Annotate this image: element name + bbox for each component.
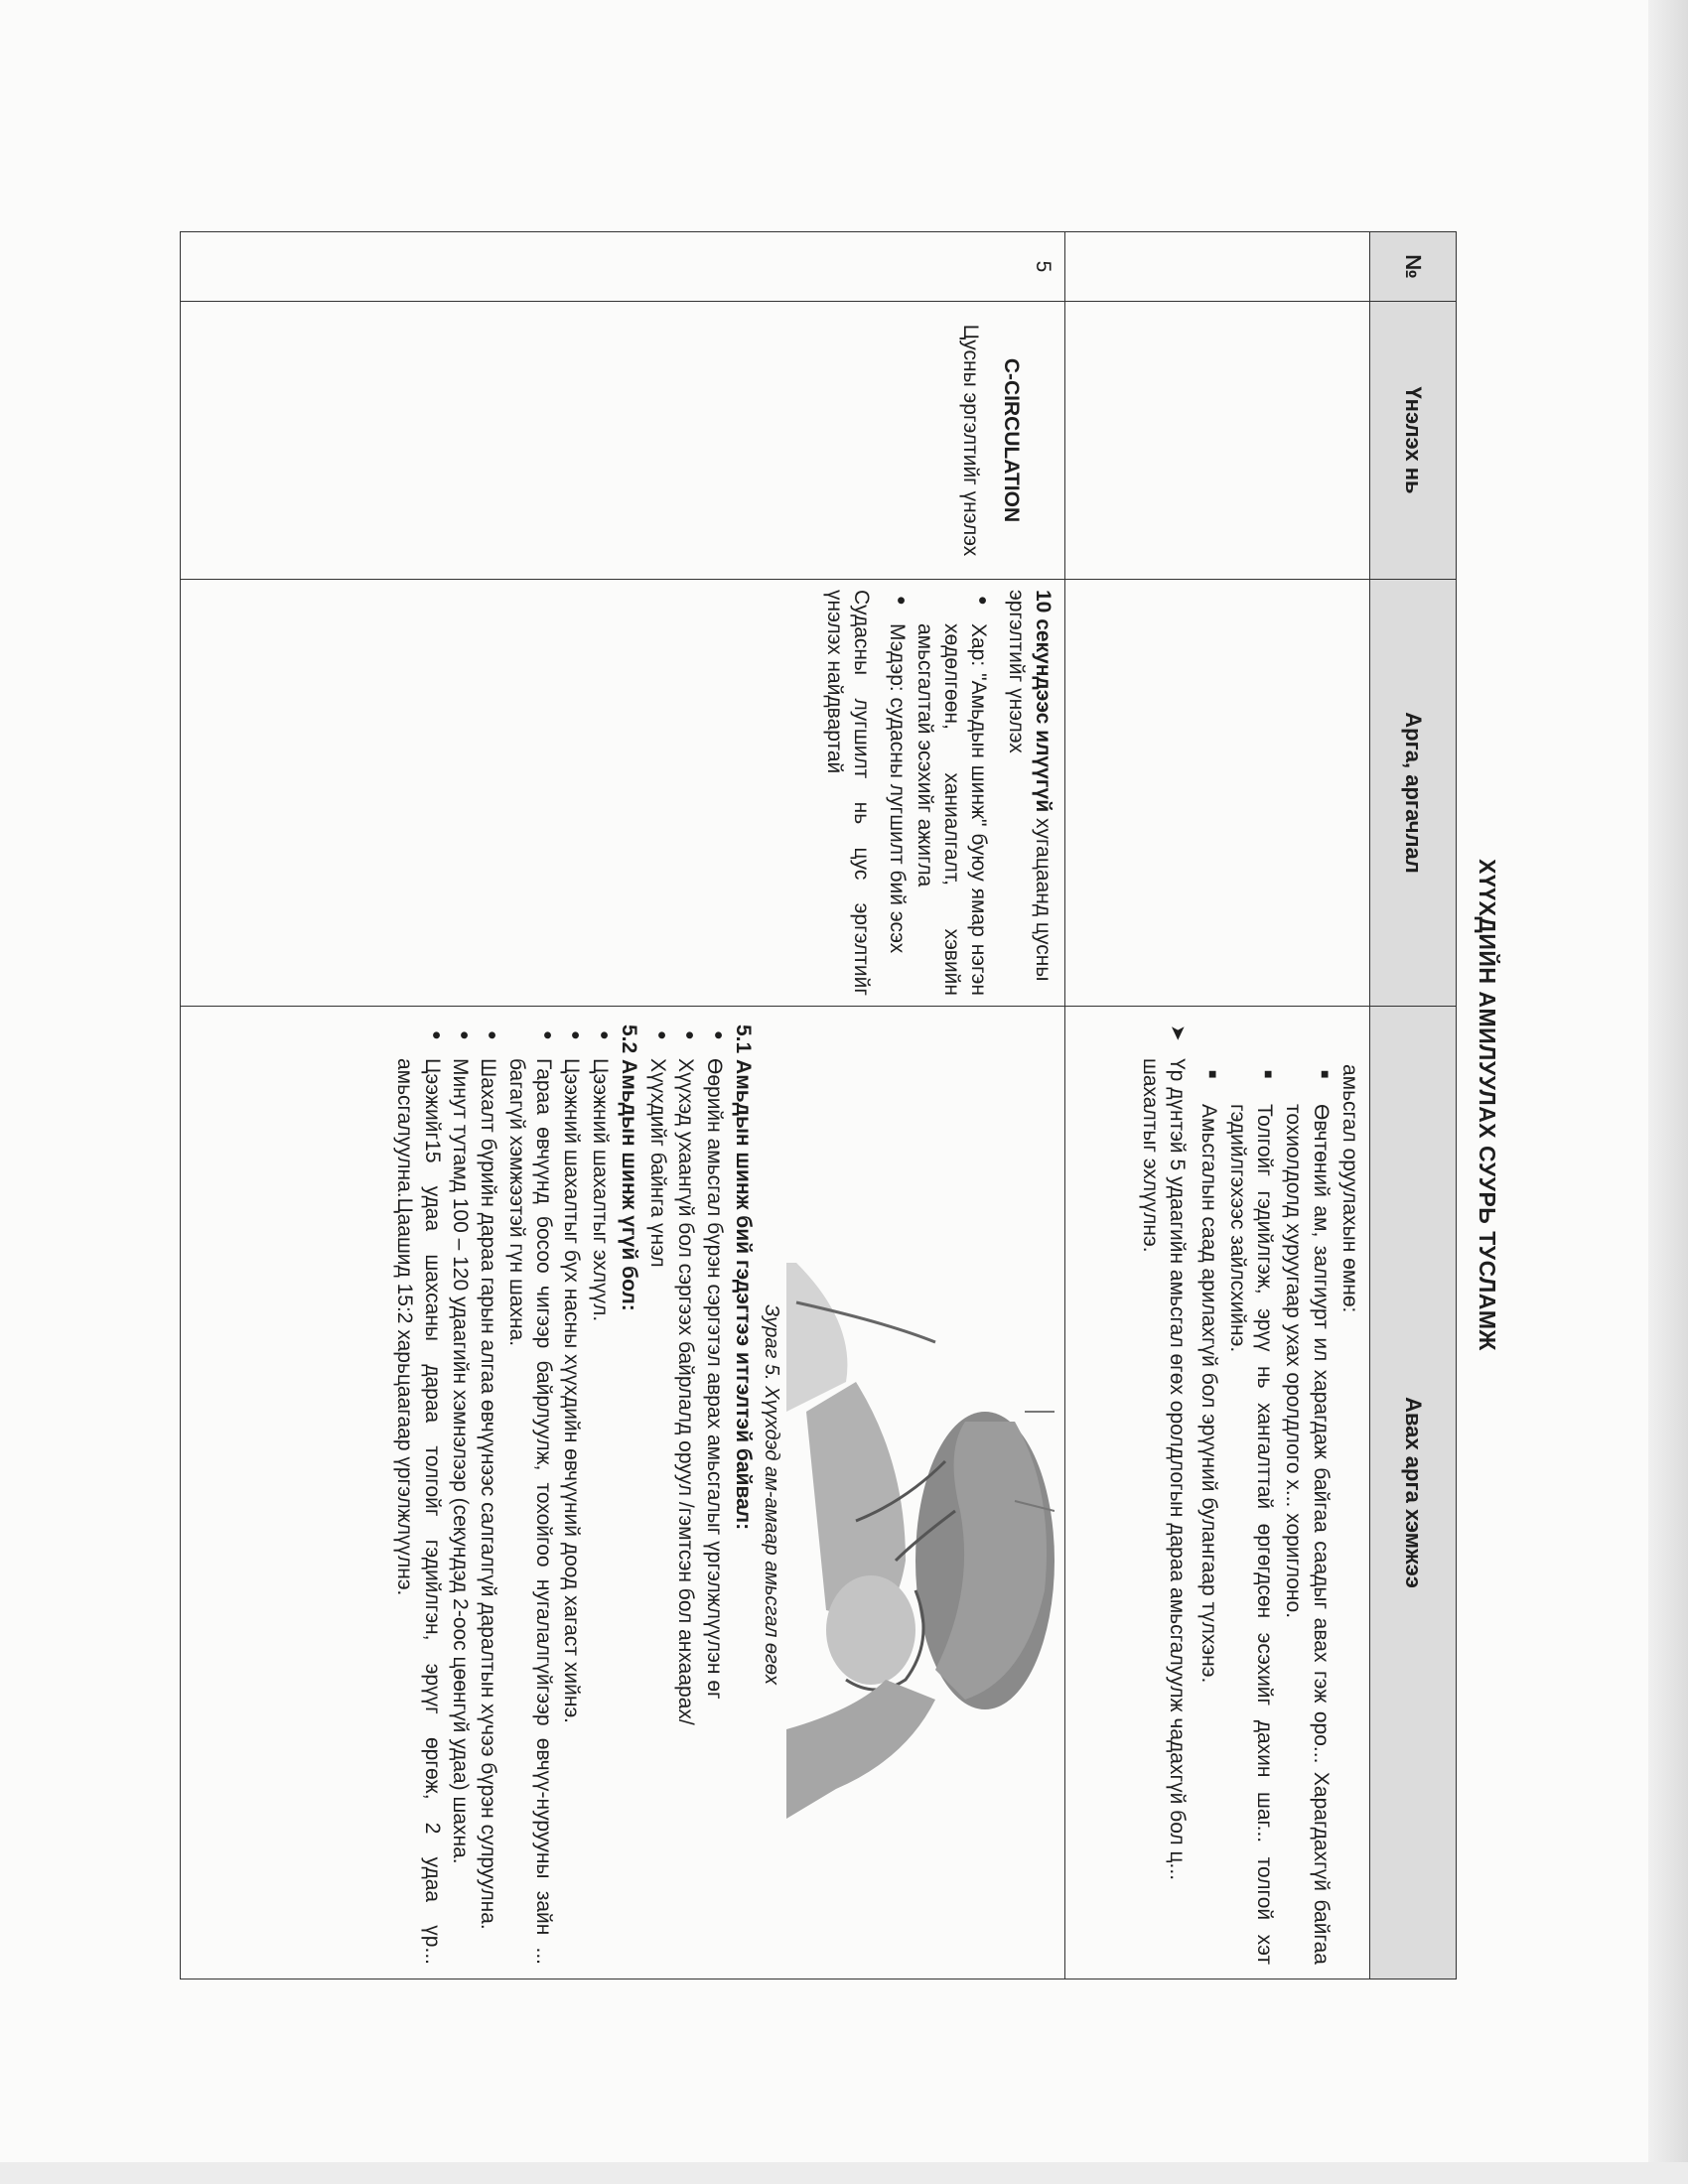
list-item: ● Шахалт бүрийн дараа гарын алгаа өвчүүнээс салгалгүй даралтын хүчээ бүрэн сулруулна. [475,1058,501,1965]
list-item: ■ Амьсгалын саад арилахгүй бол эрүүний булангаар түлхэнэ. [1195,1104,1221,1965]
table-row-airway-continued [1065,232,1370,1979]
table-header-row [1370,232,1457,1979]
list-item: ● Өөрийн амьсгал бүрэн сэргэтэл аврах амьсгалыг үргэлжлүүлэн өг [700,1058,727,1965]
list-item: ■ Толгойг гэдийлгэж, эрүү нь хангалттай өргөгдсөн эсэхийг дахин шаг... толгой хэт гэдийлгэхээс зайлсхийнэ. [1224,1104,1279,1965]
header-method: Арга, аргачлал [1370,580,1457,1007]
cell-method-empty [1065,580,1370,1007]
method-lead-bold: 10 секундээс илүүгүй [1032,590,1055,813]
method-lead [1002,590,1056,996]
cell-action-circulation [181,1007,1065,1979]
section-5-1-list [644,1024,728,1965]
list-item: ● Гараа өвчүүнд босоо чигээр байрлуулж, тохойгоо нугалалгүйгээр өвчүү-нурууны зайн ... багагүй хэмжээтэй гүн шахна. [502,1058,557,1965]
header-assessment: Үнэлэх нь [1370,302,1457,580]
method-tail: Судасны лугшилт нь цус эргэлтийг үнэлэх найдвартай [822,590,874,996]
arrow-instruction [1137,1024,1192,1965]
section-5-1-title: 5.1 Амьдын шинж бий гэдэгтээ итгэлтэй байвал: [732,1024,755,1531]
intro-text: амьсгал оруулахын өмнө: [1338,1064,1361,1313]
list-item: ● Цээжийг15 удаа шахсаны дараа толгойг гэдийлгэн, эрүүг өргөж, 2 удаа үр... амьсгалуулна.Цаашид 15:2 харьцаагаар үргэлжлүүлнэ. [391,1058,446,1965]
arrow-instruction-text: Үр дүнтэй 5 удаагийн амьсгал өгөх оролдлогын дараа амьсгалуулж чадахгүй бол ц... шахалтыг эхлүүлнэ. [1138,1058,1190,1881]
cell-no-empty [1065,232,1370,302]
table-row-circulation [181,232,1065,1979]
procedure-table [180,231,1457,1979]
cell-action-upper [1065,1007,1370,1979]
section-5-2-list [391,1024,613,1965]
list-item: ● Хүүхэд ухаангүй бол сэргээх байрлалд оруул /гэмтсэн бол анхаарах/ [672,1058,699,1965]
circulation-assess-text: Цусны эргэлтийг үнэлэх [958,324,982,557]
scan-edge-shadow [1648,0,1688,2184]
list-item: ● Цээжний шахалтыг бүх насны хүүхдийн өвчүүний доод хагаст хийнэ. [558,1058,585,1965]
cell-assessment-circulation [181,302,1065,580]
section-5-2-title: 5.2 Амьдын шинж үгүй бол: [617,1024,640,1311]
list-item: ● Цээжний шахалтыг эхлүүл. [586,1058,613,1965]
list-item: ■ Өвчтөний ам, залгиурт ил харагдаж байгаа саадыг авах гэж оро... Харагдахгүй байгаа тохиолдолд хуруугаар ухах оролдлого х... хориглоно. [1280,1104,1335,1965]
mouth-to-mouth-illustration [786,1263,1055,1819]
rotated-document-page [174,231,1504,1979]
header-no: № [1370,232,1457,302]
scan-bottom-edge [0,2162,1688,2184]
method-lead-rest: хугацаанд цусны эргэлтийг үнэлэх [1004,590,1055,982]
arrow-bullet-icon: ➤ [1167,1024,1190,1041]
cell-no-5: 5 [181,232,1065,302]
square-bullet-list [1195,1024,1334,1965]
list-item: ● Мэдэр: судасны лугшилт бий эсэх [883,623,910,996]
cell-method-circulation [181,580,1065,1007]
circulation-title: C-CIRCULATION [1000,357,1023,523]
list-item: ● Минут тутамд 100 – 120 удаагийн хэмнэлээр (секундэд 2-оос цөөнгүй удаа) шахна. [447,1058,474,1965]
figure-caption: Зураг 5. Хүүхдэд ам-амаар амьсгал өгөх [761,1303,782,1686]
cell-assessment-empty [1065,302,1370,580]
method-bullet-list [883,590,992,996]
list-item: ● Хүүхдийг байнга үнэл [644,1058,671,1965]
page-title: ХҮҮХДИЙН АМИЛУУЛАХ СУУРЬ ТУСЛАМЖ [1475,859,1500,1351]
list-item: ● Хар: "Амьдын шинж" буюу ямар нэгэн хөдөлгөөн, ханиалгалт, хэвийн амьсгалтай эсэхийг ажигла [912,623,993,996]
header-action: Авах арга хэмжээ [1370,1007,1457,1979]
